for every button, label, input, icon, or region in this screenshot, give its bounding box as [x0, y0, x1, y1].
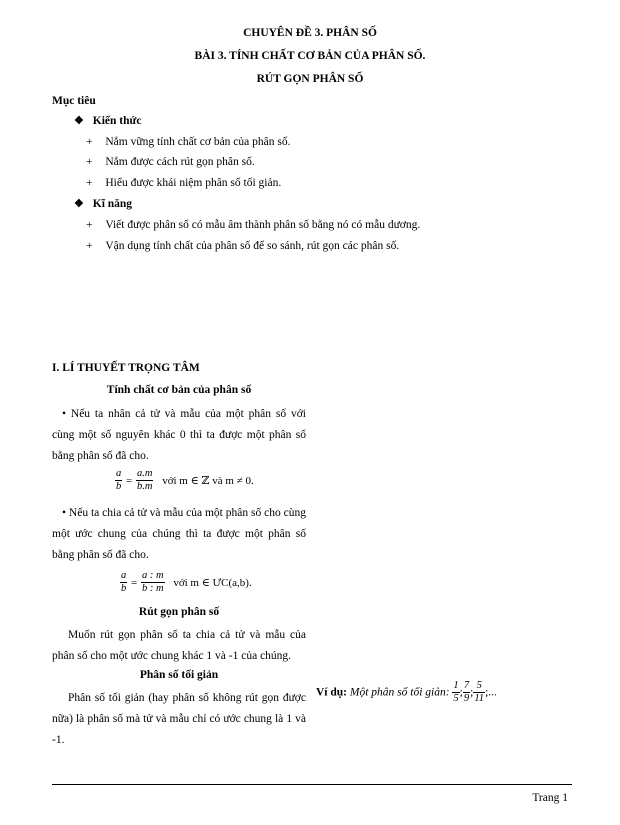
paragraph-reduce: Muốn rút gọn phân số ta chia cả tử và mẫu của phân số cho một ước chung khác 1 và -1 của chúng. [52, 629, 306, 662]
lesson-subtitle: RÚT GỌN PHÂN SỐ [256, 73, 364, 85]
formula-divide: $\frac{a}{b}$ = $\frac{a : m}{b : m}$ với m ∈ ƯC(a,b). [121, 570, 252, 594]
example-text: Một phân số tối giản: [349, 686, 450, 699]
fraction: $\frac{7}{9}$ [463, 680, 470, 704]
chapter-title: CHUYÊN ĐỀ 3. PHÂN SỐ [243, 27, 377, 39]
knowledge-item: + Hiểu được khái niệm phân số tối giản. [86, 177, 282, 189]
plus-bullet-icon: + [86, 177, 93, 189]
knowledge-item: + Nắm được cách rút gọn phân số. [86, 156, 255, 168]
fraction: $\frac{a}{b}$ [116, 468, 122, 492]
footer-divider [52, 784, 572, 785]
formula-condition: với m ∈ ƯC(a,b). [173, 577, 252, 589]
paragraph-divide: • Nếu ta chia cả tử và mẫu của một phân số cho cùng một ước chung của chúng thì ta được một phân số bằng phân số đã cho. [52, 507, 306, 561]
knowledge-title: Kiến thức [92, 115, 142, 127]
subheading-reduce: Rút gọn phân số [138, 606, 220, 618]
plus-bullet-icon: + [86, 240, 93, 252]
fraction: $\frac{1}{5}$ [453, 680, 459, 704]
skills-heading [74, 197, 132, 210]
theory-heading: I. LÍ THUYẾT TRỌNG TÂM [52, 362, 200, 374]
formula-condition: với m ∈ ℤ và m ≠ 0. [162, 475, 254, 487]
example: Ví dụ: Một phân số tối giản: $\frac{1}{5}$ ; $\frac{7}{9}$ ; $\frac{5}{11}$ ;... [316, 680, 497, 704]
fraction: $\frac{a}{b}$ [121, 570, 127, 594]
plus-bullet-icon: + [86, 156, 93, 168]
fraction: $\frac{a.m}{b.m}$ [136, 468, 153, 492]
plus-bullet-icon: + [86, 136, 93, 148]
skills-item: + Vận dụng tính chất của phân số để so sánh, rút gọn các phân số. [86, 240, 400, 252]
formula-multiply: $\frac{a}{b}$ = $\frac{a.m}{b.m}$ với m ∈ ℤ và m ≠ 0. [116, 468, 254, 492]
knowledge-item: + Nắm vững tính chất cơ bản của phân số. [86, 136, 291, 148]
page-number: Trang 1 [532, 792, 568, 804]
subheading-irreducible: Phân số tối giản [139, 669, 219, 681]
diamond-bullet-icon: ❖ [74, 115, 84, 127]
example-label: Ví dụ: [316, 686, 347, 699]
diamond-bullet-icon: ❖ [74, 198, 84, 210]
paragraph-multiply: • Nếu ta nhân cả tử và mẫu của một phân số với cùng một số nguyên khác 0 thì ta được một phân số bằng phân số đã cho. [52, 408, 306, 462]
fraction: $\frac{a : m}{b : m}$ [141, 570, 164, 594]
fraction: $\frac{5}{11}$ [474, 680, 485, 704]
skills-title: Kĩ năng [92, 198, 133, 210]
skills-item: + Viết được phân số có mẫu âm thành phân số bằng nó có mẫu dương. [86, 219, 421, 231]
objectives-heading: Mục tiêu [52, 95, 96, 107]
paragraph-irreducible: Phân số tối giản (hay phân số không rút gọn được nữa) là phân số mà tử và mẫu chỉ có ước chung là 1 và -1. [52, 692, 306, 746]
knowledge-heading [74, 114, 142, 127]
lesson-title: BÀI 3. TÍNH CHẤT CƠ BẢN CỦA PHÂN SỐ. [194, 50, 426, 62]
plus-bullet-icon: + [86, 219, 93, 231]
subheading-property: Tính chất cơ bản của phân số [106, 384, 252, 396]
